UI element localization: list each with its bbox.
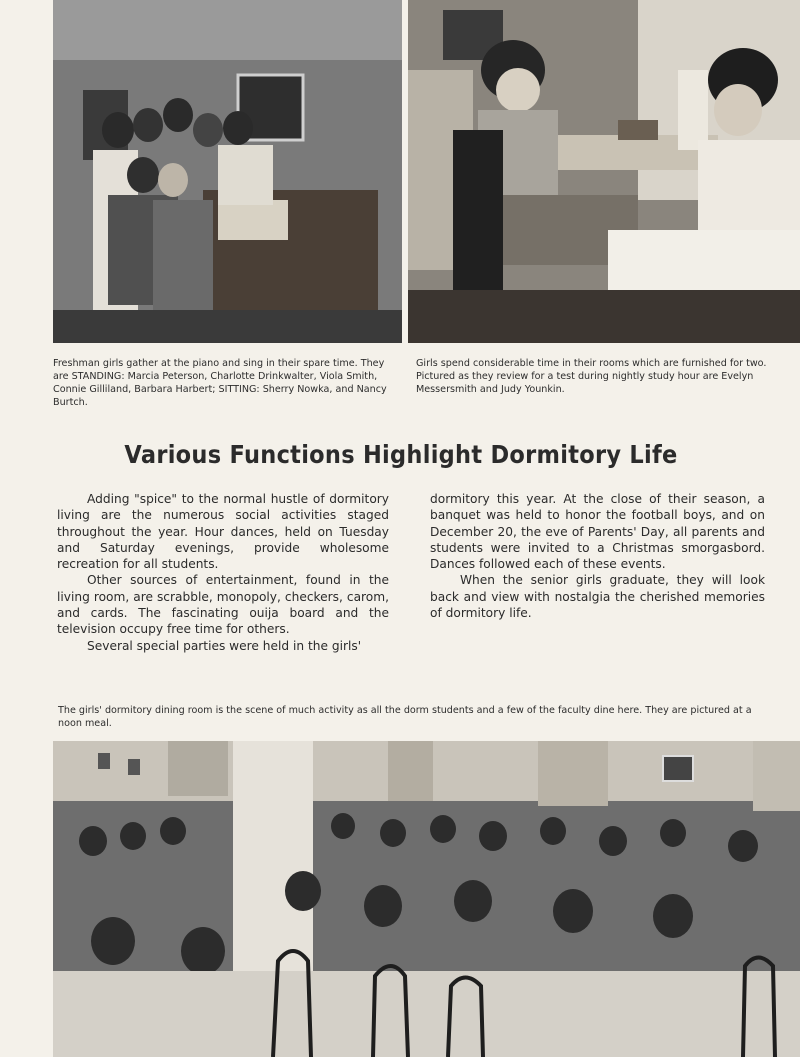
article-column-right: [430, 491, 765, 621]
article-paragraph: Adding "spice" to the normal hustle of dormitory living are the numerous social activities staged throughout the year. Hour dances, held on Tuesday and Saturday evenings, provide wholesome recreation for all students.: [57, 492, 389, 572]
photo-piano-singing: [53, 0, 402, 343]
caption-dining: The girls' dormitory dining room is the scene of much activity as all the dorm students and a few of the faculty dine here. They are pictured at a noon meal.: [58, 705, 752, 729]
article-paragraph: Several special parties were held in the girls': [87, 638, 362, 653]
dining-scene-illustration: [53, 741, 800, 1057]
photo-study-hour: [408, 0, 800, 343]
article-column-left: [57, 491, 389, 654]
page-headline: Various Functions Highlight Dormitory Life: [124, 440, 678, 469]
caption-piano: Freshman girls gather at the piano and sing in their spare time. They are STANDING: Marcia Peterson, Charlotte Drinkwalter, Viola Smith, Connie Gilliland, Barbara Harbert; SITTING: Sherry Nowka, and Nancy Burtch.: [53, 358, 387, 408]
article-paragraph: dormitory this year. At the close of their season, a banquet was held to honor the football boys, and on December 20, the eve of Parents' Day, all parents and students were invited to a Christmas smorgasbord. Dances followed each of these events.: [430, 492, 765, 572]
caption-study: Girls spend considerable time in their rooms which are furnished for two. Pictured as they review for a test during nightly study hour are Evelyn Messersmith and Judy Younkin.: [416, 358, 767, 395]
article-paragraph: Other sources of entertainment, found in the living room, are scrabble, monopoly, checkers, carom, and cards. The fascinating ouija board and the television occupy free time for others.: [57, 573, 389, 637]
piano-scene-illustration: [53, 0, 402, 343]
photo-dining-room: [53, 741, 800, 1057]
article-paragraph: When the senior girls graduate, they will look back and view with nostalgia the cherished memories of dormitory life.: [430, 573, 765, 621]
study-scene-illustration: [408, 0, 800, 343]
